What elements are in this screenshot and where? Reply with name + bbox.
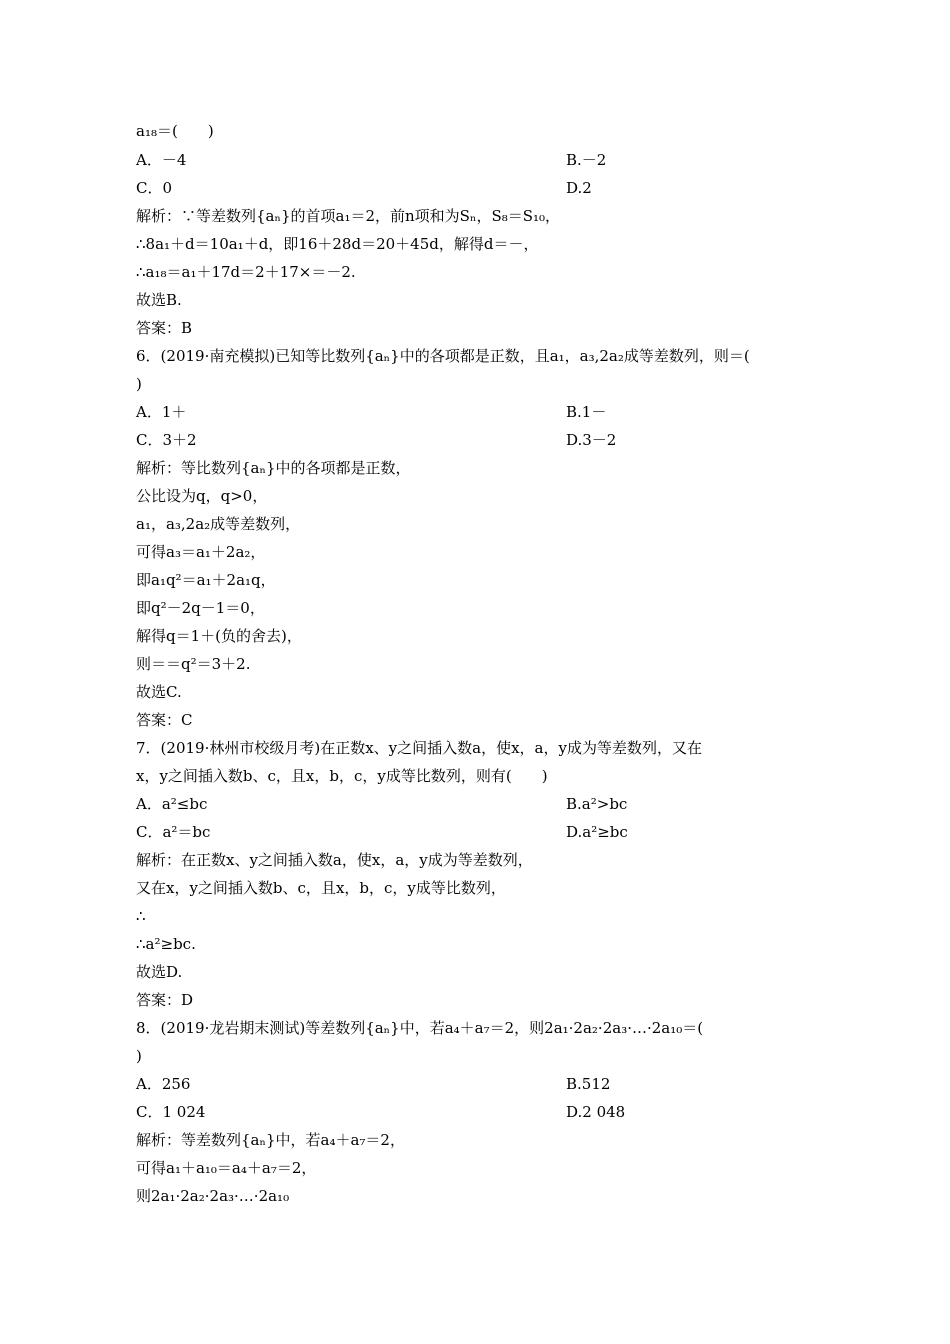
text-line: 答案：D — [136, 991, 194, 1009]
option-line: B.512 — [566, 1075, 611, 1093]
text-line: A．－4 — [136, 151, 187, 169]
text-line: 8．(2019·龙岩期末测试)等差数列{aₙ}中，若a₄＋a₇＝2，则2a₁·2a₂·2a₃·…·2a₁₀＝( — [136, 1019, 704, 1037]
text-line: 故选D. — [136, 963, 183, 981]
text-line: 答案：B — [136, 319, 193, 337]
text-line: 公比设为q，q>0， — [136, 487, 268, 505]
text-line: 故选C. — [136, 683, 182, 701]
text-line: 即a₁q²＝a₁＋2a₁q， — [136, 571, 276, 589]
option-line: D.3－2 — [566, 431, 617, 449]
text-line: ∴ — [136, 907, 146, 925]
text-line: a₁₈＝( ) — [136, 122, 214, 140]
text-line: ) — [136, 375, 142, 393]
option-line: B.a²>bc — [566, 795, 628, 813]
text-line: ∴a₁₈＝a₁＋17d＝2＋17×＝－2. — [136, 263, 356, 281]
text-line: 答案：C — [136, 711, 193, 729]
text-line: 解析：等比数列{aₙ}中的各项都是正数， — [136, 459, 411, 477]
text-line: 又在x，y之间插入数b、c，且x，b，c，y成等比数列， — [136, 879, 506, 897]
text-line: ∴8a₁＋d＝10a₁＋d，即16＋28d＝20＋45d，解得d＝－， — [136, 235, 539, 253]
text-line: 解析：∵等差数列{aₙ}的首项a₁＝2，前n项和为Sₙ，S₈＝S₁₀， — [136, 207, 561, 225]
text-line: 可得a₃＝a₁＋2a₂， — [136, 543, 266, 561]
text-line: A．1＋ — [136, 403, 187, 421]
text-line: ) — [136, 1047, 142, 1065]
text-line: C．0 — [136, 179, 173, 197]
text-line: C．a²＝bc — [136, 823, 211, 841]
text-line: 解得q＝1＋(负的舍去)， — [136, 627, 302, 645]
option-line: B.－2 — [566, 151, 607, 169]
text-line: A．256 — [136, 1075, 191, 1093]
text-line: C．3＋2 — [136, 431, 197, 449]
text-line: 故选B. — [136, 291, 182, 309]
text-line: x，y之间插入数b、c，且x，b，c，y成等比数列，则有( ) — [136, 767, 548, 785]
text-line: 则2a₁·2a₂·2a₃·…·2a₁₀ — [136, 1187, 290, 1205]
text-line: 6．(2019·南充模拟)已知等比数列{aₙ}中的各项都是正数，且a₁，a₃,2a₂成等差数列，则＝( — [136, 347, 750, 365]
text-line: 解析：等差数列{aₙ}中，若a₄＋a₇＝2， — [136, 1131, 405, 1149]
text-line: 7．(2019·林州市校级月考)在正数x、y之间插入数a，使x，a，y成为等差数列，又在 — [136, 739, 702, 757]
text-line: C．1 024 — [136, 1103, 206, 1121]
text-line: 解析：在正数x、y之间插入数a，使x，a，y成为等差数列， — [136, 851, 533, 869]
option-line: B.1－ — [566, 403, 607, 421]
text-line: 可得a₁＋a₁₀＝a₄＋a₇＝2， — [136, 1159, 317, 1177]
text-line: A．a²≤bc — [136, 795, 208, 813]
text-line: 即q²－2q－1＝0， — [136, 599, 265, 617]
option-line: D.2 — [566, 179, 592, 197]
text-line: a₁，a₃,2a₂成等差数列， — [136, 515, 301, 533]
option-line: D.2 048 — [566, 1103, 626, 1121]
text-line: ∴a²≥bc. — [136, 935, 196, 953]
option-line: D.a²≥bc — [566, 823, 628, 841]
text-line: 则＝＝q²＝3＋2. — [136, 655, 251, 673]
